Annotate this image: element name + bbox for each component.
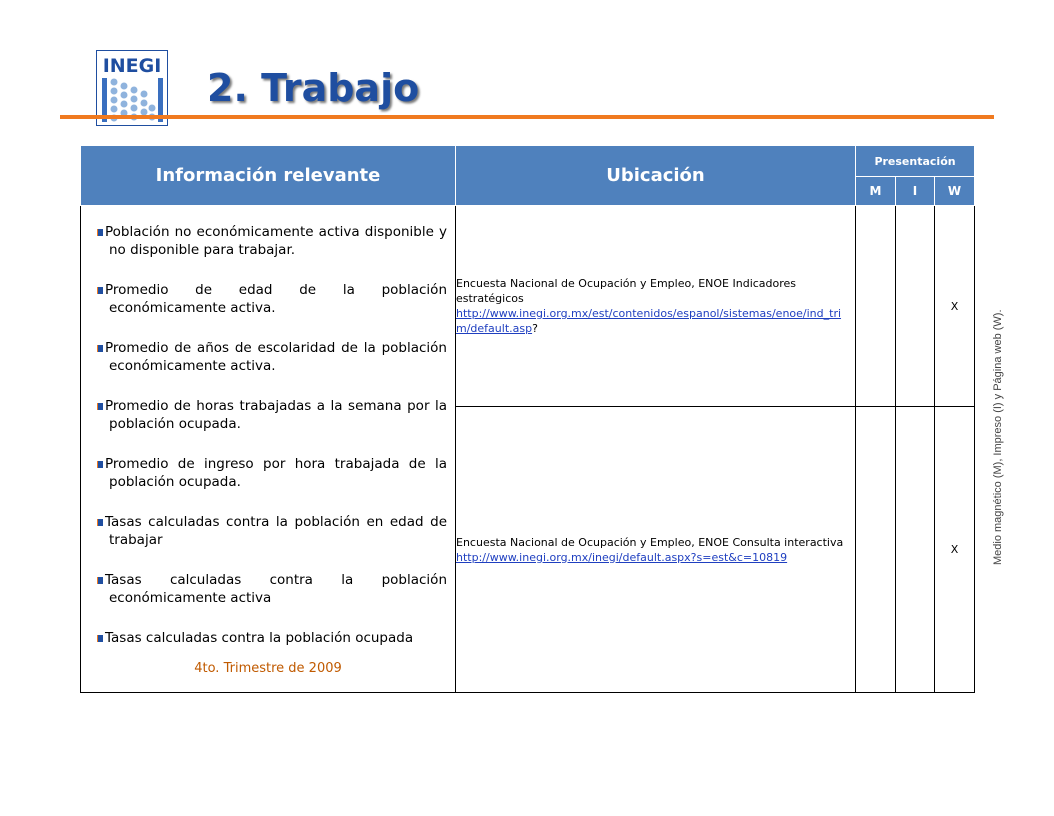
presentation-legend: Medio magnético (M), Impreso (I) y Página web (W). — [992, 309, 1004, 565]
source-text: Encuesta Nacional de Ocupación y Empleo, ENOE Indicadores estratégicos — [456, 277, 797, 305]
source-link[interactable]: http://www.inegi.org.mx/est/contenidos/espanol/sistemas/enoe/ind_trim/default.asp — [456, 307, 842, 335]
source-link[interactable]: http://www.inegi.org.mx/inegi/default.aspx?s=est&c=10819 — [456, 550, 788, 564]
mark-i — [896, 407, 935, 693]
list-item: Tasas calculadas contra la población económicamente activa — [101, 571, 447, 607]
indicator-list — [81, 223, 455, 647]
svg-text:INEGI: INEGI — [102, 55, 162, 77]
list-item: Promedio de ingreso por hora trabajada de la población ocupada. — [101, 455, 447, 491]
info-table — [80, 145, 975, 693]
table-row — [81, 206, 975, 407]
header-info: Información relevante — [81, 146, 456, 206]
header-i: I — [896, 177, 935, 206]
list-item: Población no económicamente activa disponible y no disponible para trabajar. — [101, 223, 447, 259]
ubicacion-cell — [456, 407, 856, 693]
info-cell — [81, 206, 456, 693]
list-item: Promedio de horas trabajadas a la semana por la población ocupada. — [101, 397, 447, 433]
list-item: Tasas calculadas contra la población ocupada — [101, 629, 447, 647]
header-m: M — [856, 177, 896, 206]
mark-m — [856, 206, 896, 407]
header-w: W — [935, 177, 975, 206]
list-item: Promedio de años de escolaridad de la población económicamente activa. — [101, 339, 447, 375]
mark-m — [856, 407, 896, 693]
link-suffix: ? — [532, 322, 538, 335]
mark-w: X — [935, 206, 975, 407]
mark-w: X — [935, 407, 975, 693]
mark-i — [896, 206, 935, 407]
list-item: Tasas calculadas contra la población en edad de trabajar — [101, 513, 447, 549]
list-item: Promedio de edad de la población económicamente activa. — [101, 281, 447, 317]
source-text: Encuesta Nacional de Ocupación y Empleo, ENOE Consulta interactiva — [456, 535, 844, 549]
ubicacion-cell — [456, 206, 856, 407]
page-title: 2. Trabajo — [207, 66, 420, 110]
header-presentacion: Presentación — [856, 146, 975, 177]
period-note: 4to. Trimestre de 2009 — [194, 660, 342, 676]
header-ubicacion: Ubicación — [456, 146, 856, 206]
header-divider — [60, 115, 994, 119]
